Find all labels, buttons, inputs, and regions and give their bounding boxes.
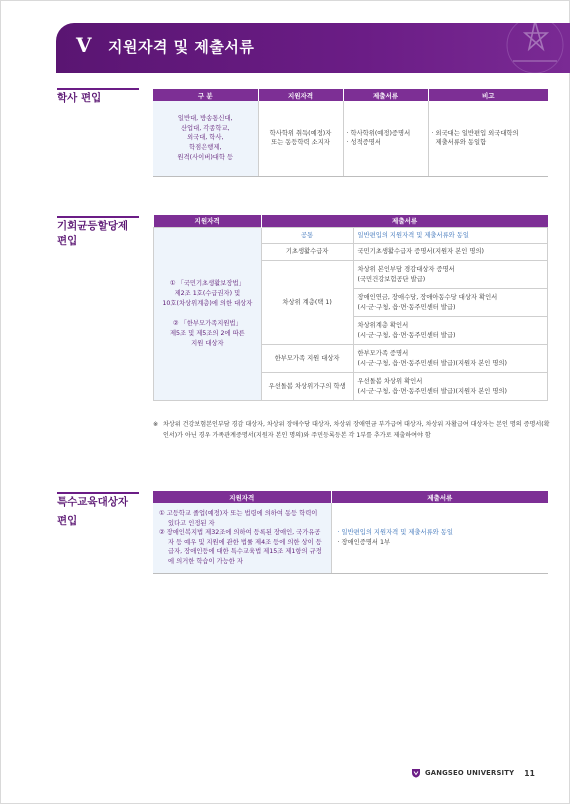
- doc-type-label: 우선돌봄 차상위가구의 학생: [261, 373, 353, 401]
- table-header: 구 분: [153, 89, 258, 101]
- section-divider: [57, 88, 139, 90]
- qualification-cell: ① 「국민기초생활보장법」 제2조 1호(수급권자) 및 10호(차상위계층)에 의한 대상자 ② 「한부모가족지원법」 제5조 및 제5조의 2에 따른 지원 대상자: [154, 227, 262, 401]
- page-number: 11: [524, 768, 536, 778]
- document-item: · 장애인증명서 1부: [337, 538, 391, 546]
- section-title-line: 편입: [57, 235, 78, 247]
- table-header: 비고: [428, 89, 548, 101]
- section-title-line: 특수교육대상자: [57, 496, 129, 508]
- qualification-item: ② 장애인복지법 제32조에 의하여 등록된 장애인, 국가유공자 등 예우 및 지원에 관한 법률 제4조 등에 의한 상이 등급자, 장애인등에 대한 특수교육법 제15조 제1항의 규정에 의거한 학습이 가능한 자: [159, 529, 322, 565]
- documents-cell: [331, 503, 548, 573]
- section-title-equal-opportunity: [57, 219, 128, 249]
- footnote-text: 차상위 건강보험본인부담 경감 대상자, 차상위 장애수당 대상자, 차상위 장애연금 부가급여 대상자, 차상위 자활급여 대상자는 본인 명의 증명서(확인서)가 아닌 경우 가족관계증명서(지원자 본인 명의)와 주민등록등본 각 1부를 추가로 제출하여야 함: [163, 421, 550, 439]
- doc-cell: 차상위계층 확인서 (시·군·구청, 읍·면·동주민센터 발급): [353, 317, 548, 345]
- table-header: 지원자격: [153, 491, 331, 503]
- special-education-table: [153, 491, 548, 574]
- doc-type-label: 공통: [261, 227, 353, 244]
- qualification-cell: [153, 503, 331, 573]
- section-banner: [56, 23, 570, 73]
- doc-cell: 국민기초생활수급자 증명서(지원자 본인 명의): [353, 244, 548, 261]
- table-header: 지원자격: [258, 89, 343, 101]
- qualification-item: ① 고등학교 졸업(예정)자 또는 법령에 의하여 동등 학력이 있다고 인정된 자: [159, 509, 318, 527]
- document-item: · 학사학위(예정)증명서: [346, 129, 411, 137]
- doc-type-label: 차상위 계층(택 1): [261, 261, 353, 345]
- category-cell: 일반대, 방송통신대, 산업대, 각종학교, 외국대, 학사, 학점은행제, 원격(사이버)대학 등: [153, 101, 258, 176]
- table-header: 지원자격: [154, 215, 262, 227]
- table-header: 제출서류: [343, 89, 428, 101]
- equal-opportunity-table: [153, 215, 548, 401]
- page-footer: [411, 768, 535, 778]
- section-title-special-education: [57, 495, 128, 529]
- qualification-cell: 학사학위 취득(예정)자 또는 동등학력 소지자: [258, 101, 343, 176]
- note-mark: ※: [153, 421, 159, 428]
- table-header: 제출서류: [331, 491, 548, 503]
- section-divider: [57, 216, 139, 218]
- footnote: [153, 420, 553, 441]
- doc-type-label: 기초생활수급자: [261, 244, 353, 261]
- bachelor-transfer-table: [153, 89, 548, 177]
- doc-cell: 차상위 본인부담 경감대상자 증명서 (국민건강보험공단 발급): [353, 261, 548, 289]
- university-name: GANGSEO UNIVERSITY: [425, 769, 515, 777]
- section-title-bachelor-transfer: 학사 편입: [57, 92, 102, 104]
- table-header: 제출서류: [261, 215, 547, 227]
- doc-cell: 장애인연금, 장애수당, 장애아동수당 대상자 확인서 (시·군·구청, 읍·면·동주민센터 발급): [353, 289, 548, 317]
- star-decoration-icon: [495, 23, 565, 73]
- section-divider: [57, 492, 139, 494]
- doc-cell: 일반편입의 지원자격 및 제출서류와 동일: [353, 227, 548, 244]
- documents-cell: [343, 101, 428, 176]
- chapter-numeral: V: [76, 33, 92, 57]
- document-item: · 일반편입의 지원자격 및 제출서류와 동일: [337, 529, 453, 537]
- section-title-line: 편입: [57, 515, 78, 527]
- doc-type-label: 한부모가족 지원 대상자: [261, 345, 353, 373]
- shield-logo-icon: [411, 768, 421, 778]
- section-title-line: 기회균등할당제: [57, 220, 129, 232]
- doc-cell: 우선돌봄 차상위 확인서 (시·군·구청, 읍·면·동주민센터 발급)(지원자 본인 명의): [353, 373, 548, 401]
- page-title: 지원자격 및 제출서류: [108, 38, 255, 56]
- note-cell: · 외국대는 일반편입 외국대학의 제출서류와 동일함: [428, 101, 548, 176]
- doc-cell: 한부모가족 증명서 (시·군·구청, 읍·면·동주민센터 발급)(지원자 본인 명의): [353, 345, 548, 373]
- document-item: · 성적증명서: [346, 139, 381, 147]
